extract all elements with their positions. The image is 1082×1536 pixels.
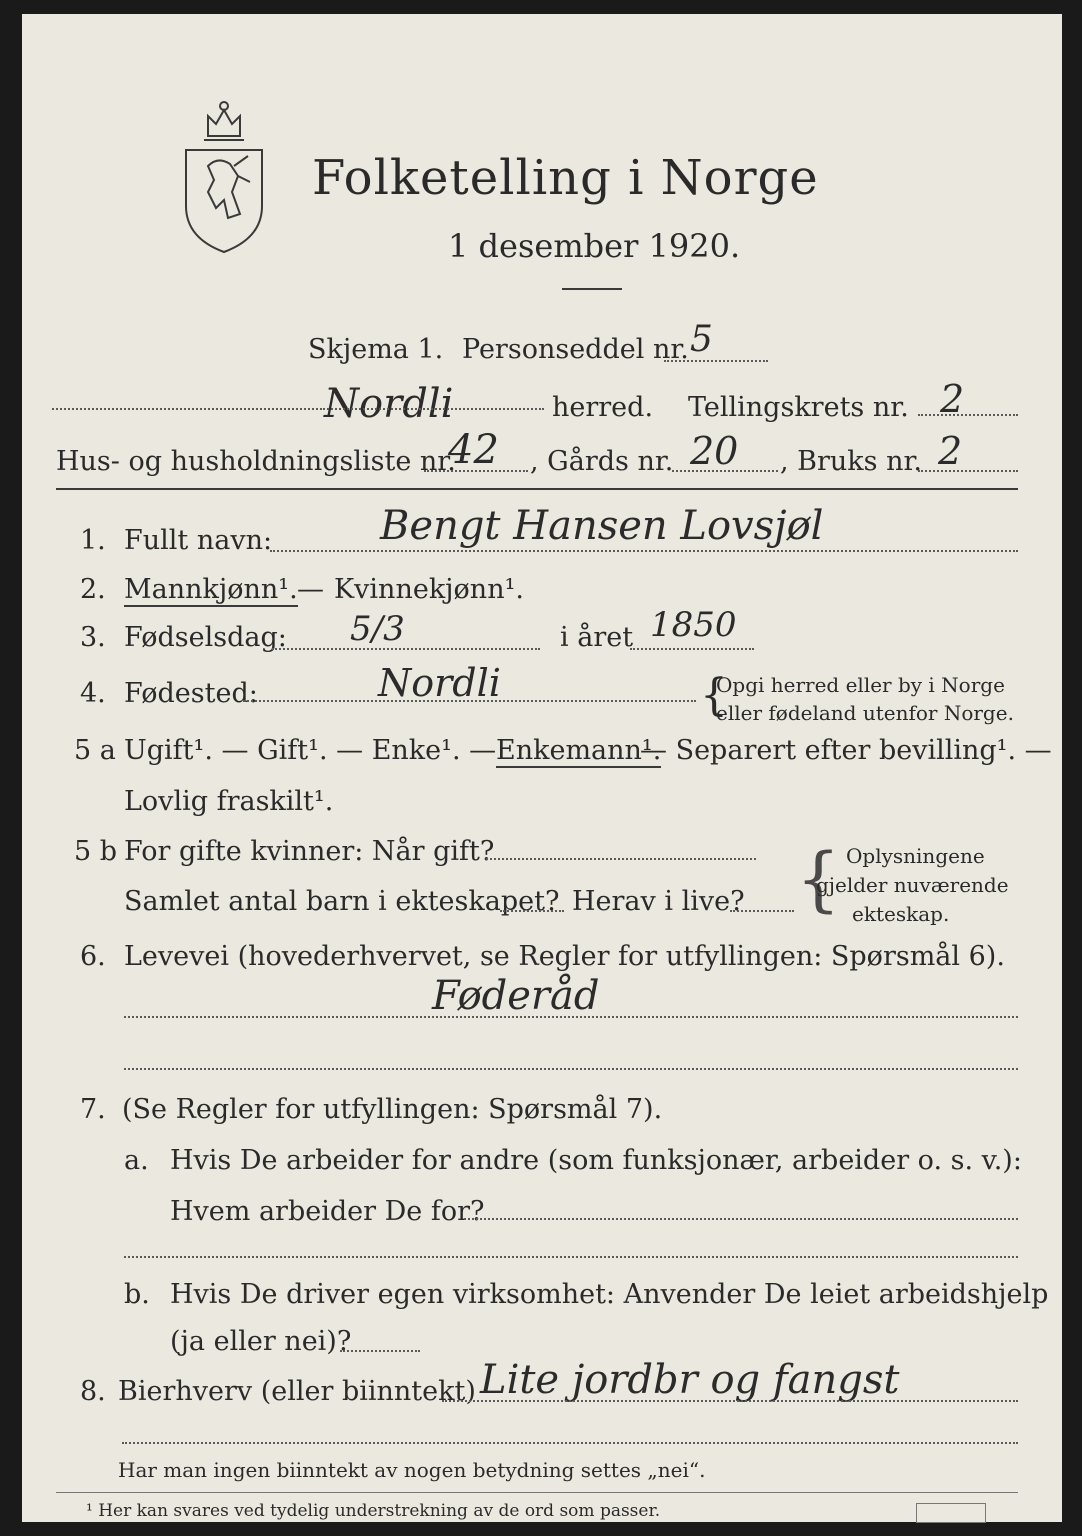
form-date: 1 desember 1920.: [448, 227, 741, 265]
bruks-label: , Bruks nr.: [780, 446, 923, 477]
q5b-note-1: Oplysningene: [846, 844, 985, 868]
q5b-label-2: Samlet antal barn i ekteskapet?: [124, 886, 560, 917]
q8-line-1: [442, 1400, 1018, 1402]
q3-label: Fødselsdag:: [124, 622, 287, 653]
q7b-label-1: Hvis De driver egen virksomhet: Anvender De leiet arbeidshjelp: [170, 1279, 1049, 1310]
q5b-label-3: Herav i live?: [572, 886, 745, 917]
q6-line-1: [124, 1016, 1018, 1018]
q7a-label-1: Hvis De arbeider for andre (som funksjonær, arbeider o. s. v.):: [170, 1145, 1022, 1176]
q3-year-label: i året: [560, 622, 634, 653]
q4-note-1: Opgi herred eller by i Norge: [716, 673, 1005, 697]
herred-label: herred.: [552, 392, 654, 423]
q5a-options-3[interactable]: Lovlig fraskilt¹.: [124, 786, 334, 817]
q7a-line-2: [124, 1256, 1018, 1258]
q7-number: 7.: [80, 1094, 106, 1125]
q5a-options-1[interactable]: Ugift¹. — Gift¹. — Enke¹. —: [124, 735, 497, 766]
q3-number: 3.: [80, 622, 106, 653]
personseddel-line: [664, 360, 768, 362]
q5b-line-2: [500, 910, 564, 912]
title-divider: [562, 288, 622, 290]
q7-label: (Se Regler for utfyllingen: Spørsmål 7).: [122, 1094, 663, 1125]
q2-separator: —: [297, 574, 324, 605]
q3-value[interactable]: 5/3: [350, 609, 405, 649]
q1-label: Fullt navn:: [124, 525, 273, 556]
norway-coat-of-arms-icon: [178, 96, 270, 256]
gards-label: , Gårds nr.: [530, 446, 674, 477]
q6-line-2: [124, 1068, 1018, 1070]
q5a-options-2[interactable]: — Separert efter bevilling¹. —: [640, 735, 1052, 766]
q4-line: [244, 700, 696, 702]
q7b-label-2: (ja eller nei)?: [170, 1326, 352, 1357]
q5b-line-3: [730, 910, 794, 912]
footnote-rule: [56, 1492, 1018, 1493]
q7b-line: [340, 1350, 420, 1352]
printer-stamp: [916, 1503, 986, 1523]
husliste-value[interactable]: 42: [448, 427, 499, 473]
bruks-value[interactable]: 2: [938, 429, 963, 473]
q5b-line-1: [486, 858, 756, 860]
q1-number: 1.: [80, 525, 106, 556]
q6-number: 6.: [80, 941, 106, 972]
q4-label: Fødested:: [124, 678, 258, 709]
q8-line-2: [122, 1442, 1018, 1444]
q7a-label-2: Hvem arbeider De for?: [170, 1196, 485, 1227]
q4-note-2: eller fødeland utenfor Norge.: [716, 701, 1014, 725]
q5b-note-2: gjelder nuværende: [816, 873, 1009, 897]
personseddel-value[interactable]: 5: [690, 319, 713, 360]
herred-line-right: [320, 408, 544, 410]
q6-value[interactable]: Føderåd: [432, 973, 600, 1019]
header-rule: [56, 488, 1018, 490]
husliste-label: Hus- og husholdningsliste nr.: [56, 446, 456, 477]
q1-value[interactable]: Bengt Hansen Lovsjøl: [380, 503, 824, 549]
herred-line-left: [52, 408, 322, 410]
q3-year-value[interactable]: 1850: [650, 605, 737, 645]
q5b-number: 5 b: [74, 836, 118, 867]
herred-value[interactable]: Nordli: [324, 381, 454, 427]
q7b-letter: b.: [124, 1279, 150, 1310]
q7a-letter: a.: [124, 1145, 149, 1176]
q5a-enkemann-option[interactable]: Enkemann¹.: [496, 735, 662, 766]
q5b-label-1: For gifte kvinner: Når gift?: [124, 836, 495, 867]
q2-number: 2.: [80, 574, 106, 605]
q1-line: [270, 550, 1018, 552]
note-nei: Har man ingen biinntekt av nogen betydning settes „nei“.: [118, 1458, 706, 1482]
q4-value[interactable]: Nordli: [378, 661, 501, 705]
q6-label: Levevei (hovederhvervet, se Regler for utfyllingen: Spørsmål 6).: [124, 941, 1005, 972]
q5a-number: 5 a: [74, 735, 116, 766]
q4-brace: {: [700, 670, 728, 721]
gards-value[interactable]: 20: [690, 429, 739, 473]
q8-label: Bierhverv (eller biinntekt): [118, 1376, 476, 1407]
q8-value[interactable]: Lite jordbr og fangst: [480, 1357, 900, 1403]
q2-female-option[interactable]: Kvinnekjønn¹.: [334, 574, 524, 605]
q3-line: [272, 648, 540, 650]
q3-year-line: [630, 648, 754, 650]
form-title: Folketelling i Norge: [312, 150, 819, 206]
q4-number: 4.: [80, 678, 106, 709]
bruks-line: [918, 470, 1018, 472]
q5b-note-3: ekteskap.: [852, 902, 950, 926]
tellingskrets-label: Tellingskrets nr.: [688, 392, 909, 423]
gards-line: [672, 470, 778, 472]
husliste-line: [424, 470, 528, 472]
personseddel-label: Personseddel nr.: [462, 334, 689, 365]
q8-number: 8.: [80, 1376, 106, 1407]
tellingskrets-value[interactable]: 2: [940, 377, 965, 421]
q2-male-option[interactable]: Mannkjønn¹.: [124, 574, 298, 605]
q7a-line-1: [464, 1218, 1018, 1220]
footnote: ¹ Her kan svares ved tydelig understrekning av de ord som passer.: [86, 1501, 661, 1521]
skjema-label: Skjema 1.: [308, 334, 444, 365]
tellingskrets-line: [918, 414, 1018, 416]
q5b-brace: {: [796, 838, 841, 920]
